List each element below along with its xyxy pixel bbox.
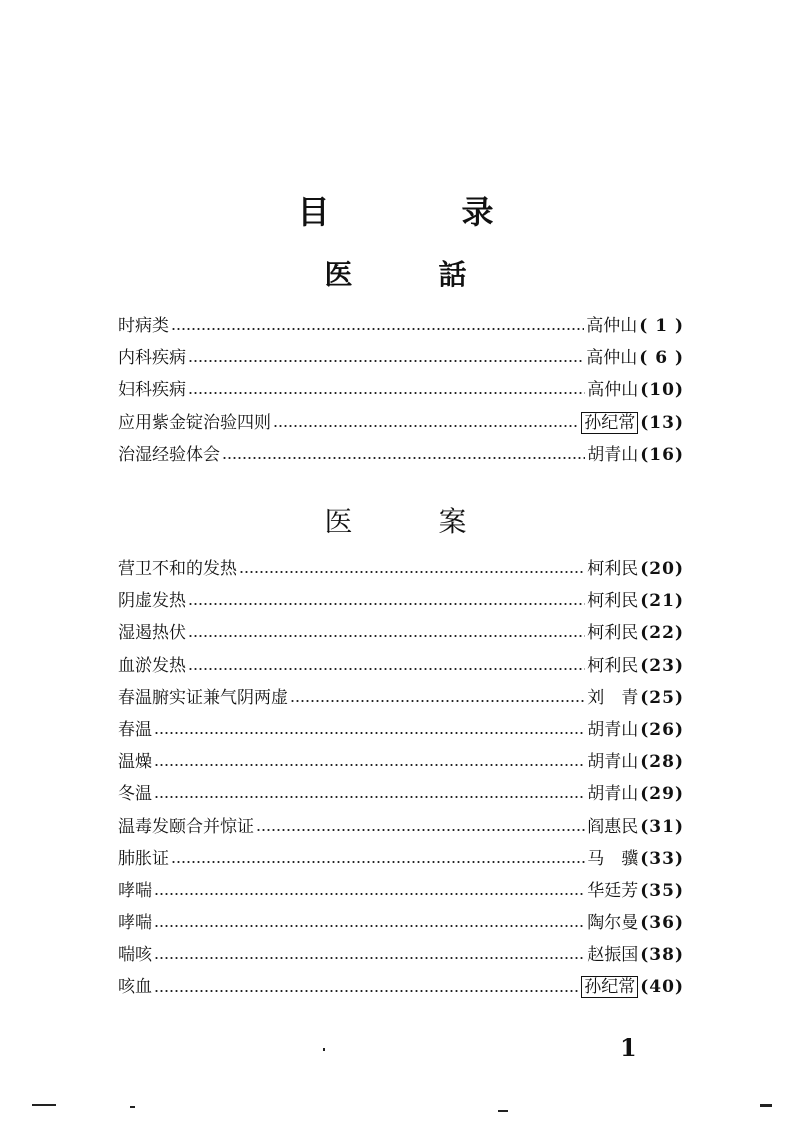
- dot-leader: [273, 425, 579, 427]
- toc-entry-author: 胡青山: [587, 784, 639, 805]
- toc-entry: [118, 439, 684, 471]
- toc-entry-page: (35): [640, 880, 684, 901]
- toc-entry-page: (31): [640, 816, 684, 837]
- toc-entry-title: 时病类: [118, 316, 169, 336]
- toc-entry-page: (20): [640, 559, 684, 579]
- dot-leader: [222, 457, 585, 459]
- dot-leader: [171, 861, 585, 863]
- toc-entry-title: 治湿经验体会: [118, 444, 220, 465]
- toc-entry: [118, 811, 684, 843]
- toc-entry-title: 喘咳: [118, 945, 152, 966]
- toc-entry: [118, 342, 684, 374]
- scan-speck: [498, 1110, 508, 1112]
- toc-entry-author: 孙纪常: [581, 976, 638, 998]
- toc-entry-author: 刘 青: [587, 687, 639, 708]
- toc-entry: [118, 585, 684, 617]
- dot-leader: [188, 392, 585, 394]
- section-heading-char-2: 案: [438, 505, 467, 538]
- dot-leader: [188, 635, 585, 637]
- toc-entry: [118, 310, 684, 342]
- dot-leader: [154, 957, 585, 959]
- toc-entry-author: 柯利民: [587, 559, 639, 579]
- toc-entry: [118, 617, 684, 649]
- section-heading-char-2: 話: [438, 258, 467, 291]
- scan-speck: [323, 1048, 325, 1051]
- section-heading-medical-cases: [0, 504, 791, 540]
- toc-entry-title: 血淤发热: [118, 655, 186, 676]
- toc-entry-title: 春温: [118, 719, 152, 740]
- section-heading-char-1: 医: [324, 258, 353, 291]
- toc-entry-author: 华廷芳: [587, 880, 639, 901]
- dot-leader: [154, 990, 579, 992]
- toc-entry-author: 陶尔曼: [587, 913, 639, 934]
- toc-entry-title: 营卫不和的发热: [118, 559, 237, 579]
- page-title: [0, 190, 791, 234]
- toc-entry-page: (22): [640, 623, 684, 644]
- toc-entry-page: (25): [640, 687, 684, 708]
- toc-entry-title: 咳血: [118, 977, 152, 998]
- dot-leader: [154, 893, 585, 895]
- scan-speck: [130, 1106, 135, 1108]
- toc-entry-title: 内科疾病: [118, 348, 186, 369]
- toc-entry: [118, 407, 684, 439]
- toc-section-medical-talks: [118, 310, 684, 471]
- toc-entry-page: (28): [640, 752, 684, 773]
- toc-entry-title: 哮喘: [118, 880, 152, 901]
- toc-entry-title: 哮喘: [118, 913, 152, 934]
- toc-entry-author: 胡青山: [587, 752, 639, 773]
- toc-entry-author: 马 骥: [587, 848, 639, 869]
- toc-entry-page: (16): [640, 444, 684, 465]
- toc-entry-page: (21): [640, 591, 684, 612]
- toc-entry: [118, 939, 684, 971]
- toc-entry-page: (40): [640, 977, 684, 998]
- dot-leader: [256, 829, 585, 831]
- toc-entry-author: 孙纪常: [581, 412, 638, 434]
- scan-speck: [760, 1104, 772, 1107]
- toc-entry-page: (33): [640, 848, 684, 869]
- toc-entry-title: 应用紫金锭治验四则: [118, 412, 271, 433]
- dot-leader: [154, 796, 585, 798]
- toc-entry-author: 柯利民: [587, 591, 639, 612]
- scan-speck: [32, 1104, 56, 1106]
- dot-leader: [154, 925, 585, 927]
- toc-entry: [118, 746, 684, 778]
- toc-entry-author: 胡青山: [587, 444, 639, 465]
- toc-entry: [118, 553, 684, 585]
- toc-entry-author: 高仲山: [587, 380, 639, 401]
- toc-entry-author: 柯利民: [587, 623, 639, 644]
- toc-section-medical-cases: [118, 553, 684, 1004]
- section-heading-char-1: 医: [324, 505, 353, 538]
- toc-entry-author: 阎惠民: [587, 816, 639, 837]
- toc-entry-author: 高仲山: [586, 316, 638, 336]
- toc-entry: [118, 875, 684, 907]
- toc-entry-page: ( 6 ): [639, 348, 684, 369]
- toc-entry-title: 温燥: [118, 752, 152, 773]
- toc-entry-author: 高仲山: [586, 348, 638, 369]
- toc-entry-author: 胡青山: [587, 719, 639, 740]
- toc-entry-page: (26): [640, 719, 684, 740]
- toc-entry: [118, 682, 684, 714]
- page-title-char-2: 录: [461, 193, 494, 231]
- dot-leader: [188, 668, 585, 670]
- toc-entry: [118, 714, 684, 746]
- toc-entry-page: (10): [640, 380, 684, 401]
- toc-entry-title: 肺胀证: [118, 848, 169, 869]
- page-number: 1: [620, 1033, 637, 1062]
- toc-entry-author: 柯利民: [587, 655, 639, 676]
- dot-leader: [188, 603, 585, 605]
- toc-entry: [118, 374, 684, 406]
- dot-leader: [188, 360, 584, 362]
- toc-entry-title: 春温腑实证兼气阴两虚: [118, 687, 288, 708]
- toc-entry-title: 温毒发颐合并惊证: [118, 816, 254, 837]
- toc-entry-page: (36): [640, 913, 684, 934]
- toc-entry-page: (23): [640, 655, 684, 676]
- dot-leader: [290, 700, 585, 702]
- dot-leader: [154, 732, 585, 734]
- dot-leader: [239, 571, 585, 573]
- toc-entry: [118, 650, 684, 682]
- toc-entry-author: 赵振国: [587, 945, 639, 966]
- toc-entry-page: ( 1 ): [639, 316, 684, 336]
- section-heading-medical-talks: [0, 257, 791, 293]
- page-title-char-1: 目: [297, 193, 330, 231]
- toc-entry: [118, 907, 684, 939]
- toc-entry: [118, 971, 684, 1003]
- toc-entry-title: 阴虚发热: [118, 591, 186, 612]
- dot-leader: [154, 764, 585, 766]
- toc-entry-page: (38): [640, 945, 684, 966]
- toc-entry: [118, 778, 684, 810]
- toc-entry-title: 湿遏热伏: [118, 623, 186, 644]
- dot-leader: [171, 328, 584, 330]
- toc-entry-title: 妇科疾病: [118, 380, 186, 401]
- toc-entry-page: (13): [640, 412, 684, 433]
- toc-entry-page: (29): [640, 784, 684, 805]
- toc-entry: [118, 843, 684, 875]
- toc-entry-title: 冬温: [118, 784, 152, 805]
